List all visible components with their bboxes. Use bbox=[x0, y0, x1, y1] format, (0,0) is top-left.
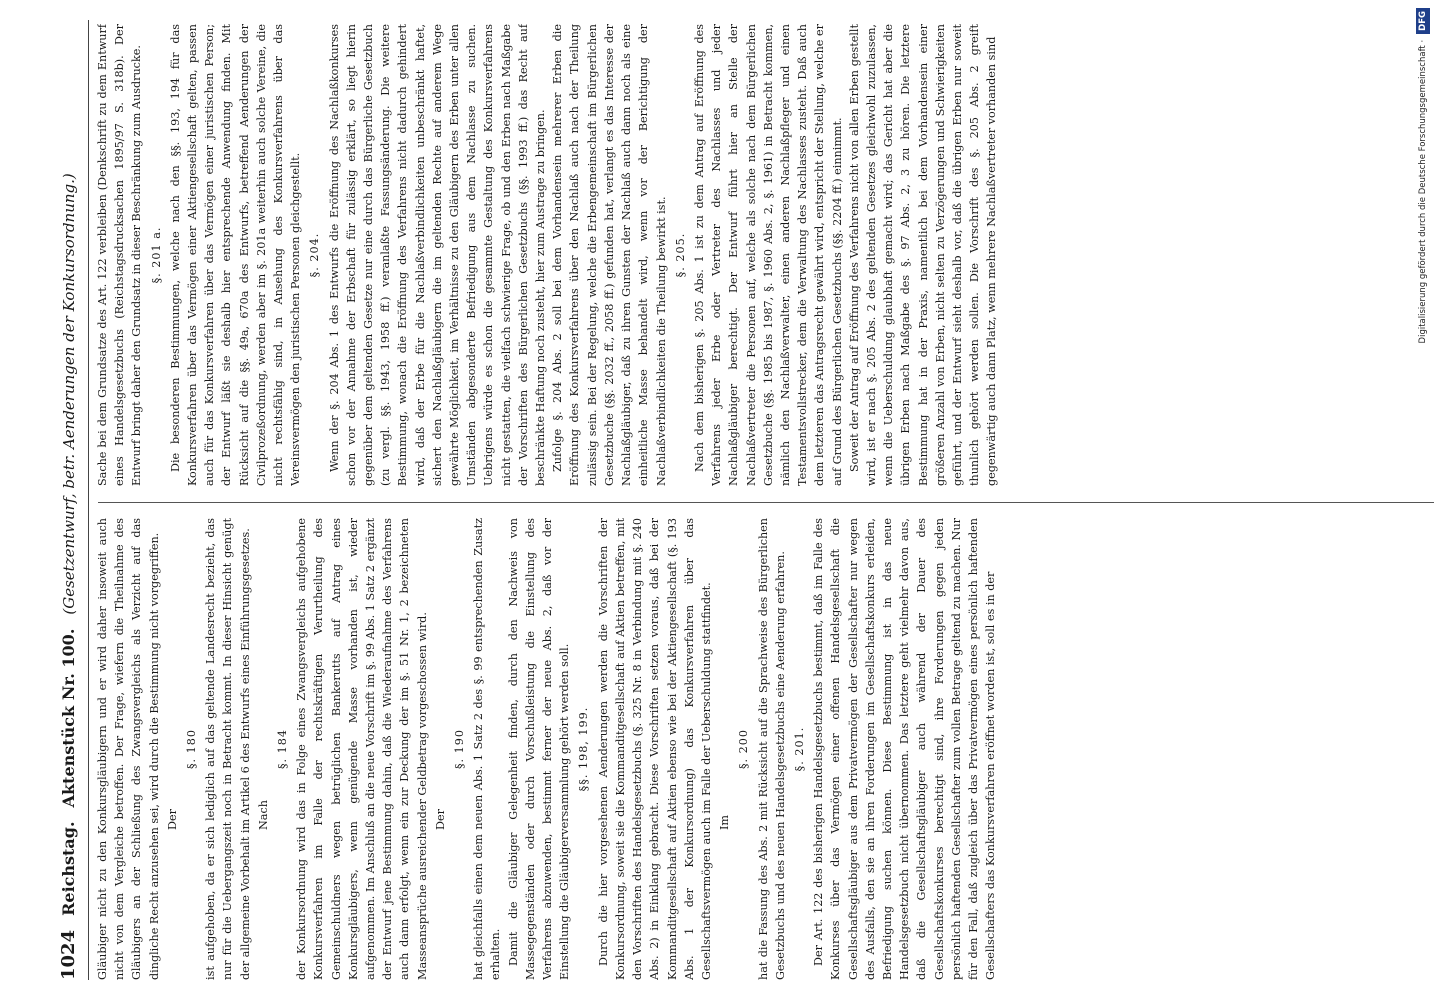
section-heading: §. 184 bbox=[276, 728, 290, 770]
section-heading: §. 204. bbox=[308, 232, 322, 278]
section-heading: §. 205. bbox=[673, 232, 687, 278]
section-heading: §. 201 a. bbox=[149, 226, 163, 284]
dfg-logo: DFG bbox=[1416, 8, 1430, 34]
page-header bbox=[58, 20, 89, 980]
header-left-title: Reichstag. bbox=[59, 821, 78, 916]
digitization-sidenote bbox=[1416, 8, 1430, 988]
paragraph: Der Art. 122 des bisherigen Handelsgesetzbuchs bestimmt, daß im Falle des Konkurses über das Vermögen einer offenen Handelsgesellschaft die Gesellschaftsgläubiger aus dem Privatvermögen der Gesellschafter nur wegen des Ausfalls, den sie an ihren Forderungen im Gesellschaftskonkurs erleiden, Befriedigung suchen können. Diese Bestimmung ist in das neue Handelsgesetzbuch nicht übernommen. Das letztere geht vielmehr davon aus, daß die Gesellschaftsgläubiger auch während der Dauer des Gesellschaftskonkurses berechtigt sind, ihre Forderungen gegen jeden persönlich haftenden Gesellschafter zum vollen Betrage geltend zu machen. Nur für den Fall, daß zugleich über das Privatvermögen eines persönlich haftenden Gesellschafters das Konkursverfahren eröffnet worden ist, soll es in der bbox=[812, 518, 998, 980]
header-center-title: Aktenstück Nr. 100. bbox=[59, 628, 78, 808]
paragraph: Sache bei dem Grundsatze des Art. 122 verbleiben (Denkschrift zu dem Entwurf eines Handelsgesetzbuchs (Reichstagsdrucksachen 1895/97 S. 318b). Der Entwurf bringt daher den Grundsatz in dieser Beschränkung zum Ausdrucke. bbox=[96, 24, 144, 486]
page-number: 1024 bbox=[58, 929, 79, 980]
document-page bbox=[58, 20, 1434, 980]
left-column bbox=[94, 518, 1434, 980]
section-heading: §. 200 bbox=[737, 728, 751, 770]
lead-word: Nach bbox=[256, 800, 270, 830]
section-heading: §. 190 bbox=[453, 728, 467, 770]
paragraph: hat die Fassung des Abs. 2 mit Rücksicht auf die Sprachweise des Bürgerlichen Gesetzbuchs und des neuen Handelsgesetzbuchs eine Aenderung erfahren. bbox=[756, 518, 787, 980]
lead-word: Der bbox=[433, 809, 447, 830]
lead-word: Der bbox=[165, 809, 179, 830]
paragraph: ist aufgehoben, da er sich lediglich auf das geltende Landesrecht bezieht, das nur für die Uebergangszeit noch in Betracht kommt. In dieser Hinsicht genügt der allgemeine Vorbehalt im Artikel 6 des Entwurfs eines Einführungsgesetzes. bbox=[204, 518, 252, 980]
right-column bbox=[94, 24, 1434, 486]
section-heading: §§. 198, 199. bbox=[577, 706, 591, 792]
paragraph: Zufolge §. 204 Abs. 2 soll bei dem Vorhandensein mehrerer Erben die Eröffnung des Konkursverfahrens über den Nachlaß auch nach der Theilung zulässig sein. Bei der Regelung, welche die Erbengemeinschaft im Bürgerlichen Gesetzbuche (§§. 2032 ff., 2058 ff.) gefunden hat, verlangt es das Interesse der Nachlaßgläubiger, daß zu ihren Gunsten der Nachlaß auch dann noch als eine einheitliche Masse behandelt wird, wenn vor der Berichtigung der Nachlaßverbindlichkeiten die Theilung bewirkt ist. bbox=[551, 24, 668, 486]
paragraph: Soweit der Antrag auf Eröffnung des Verfahrens nicht von allen Erben gestellt wird, ist er nach §. 205 Abs. 2 des geltenden Gesetzes gleichwohl zuzulassen, wenn die Ueberschuldung glaubhaft gemacht wird; das Gericht hat aber die übrigen Erben nach Maßgabe des §. 97 Abs. 2, 3 zu hören. Die letztere Bestimmung hat in der Praxis, namentlich bei dem Vorhandensein einer größeren Anzahl von Erben, nicht selten zu Verzögerungen und Schwierigkeiten geführt, und der Entwurf sieht deshalb vor, daß die übrigen Erben nur soweit thunlich gehört werden sollen. Die Vorschrift des §. 205 Abs. 2 greift gegenwärtig auch dann Platz, wenn mehrere Nachlaßvertreter vorhanden sind bbox=[847, 24, 999, 486]
paragraph: Gläubiger nicht zu den Konkursgläubigern und er wird daher insoweit auch nicht von dem Vergleiche betroffen. Der Frage, wiefern die Theilnahme des Gläubigers an der Schließung des Zwangsvergleichs als Verzicht auf das dingliche Recht anzusehen sei, wird durch die Bestimmung nicht vorgegriffen. bbox=[96, 518, 161, 980]
paragraph: Die besonderen Bestimmungen, welche nach den §§. 193, 194 für das Konkursverfahren über das Vermögen einer Aktiengesellschaft gelten, passen auch für das Konkursverfahren über das Vermögen einer juristischen Person; der Entwurf läßt sie deshalb hier entsprechende Anwendung finden. Mit Rücksicht auf die §§. 49a, 670a des Entwurfs, betreffend Aenderungen der Civilprozeßordnung, werden aber im §. 201a weiterhin auch solche Vereine, die nicht rechtsfähig sind, in Ansehung des Konkursverfahrens über das Vereinsvermögen den juristischen Personen gleichgestellt. bbox=[168, 24, 303, 486]
header-right-title: (Gesetzentwurf, betr. Aenderungen der Konkursordnung.) bbox=[60, 173, 78, 615]
paragraph: Wenn der §. 204 Abs. 1 des Entwurfs die Eröffnung des Nachlaßkonkurses schon vor der Annahme der Erbschaft für zulässig erklärt, so liegt hierin gegenüber dem geltenden Gesetze nur eine durch das Bürgerliche Gesetzbuch (zu vergl. §§. 1943, 1958 ff.) veranlaßte Fassungsänderung. Die weitere Bestimmung, wonach die Eröffnung des Verfahrens nicht dadurch gehindert wird, daß der Erbe für die Nachlaßverbindlichkeiten unbeschränkt haftet, sichert den Nachlaßgläubigern die im geltenden Rechte auf anderem Wege gewährte Möglichkeit, im Verhältnisse zu den Gläubigern des Erben unter allen Umständen abgesonderte Befriedigung aus dem Nachlasse zu suchen. Uebrigens würde es schon die gesammte Gestaltung des Konkursverfahrens nicht gestatten, die vielfach schwierige Frage, ob und den Erben nach Maßgabe der Vorschriften des Bürgerlichen Gesetzbuchs (§§. 1993 ff.) das Recht auf beschränkte Haftung noch zusteht, hier zum Austrage zu bringen. bbox=[327, 24, 548, 486]
sidenote-text: Digitalisierung gefördert durch die Deutsche Forschungsgemeinschaft · bbox=[1418, 39, 1428, 344]
paragraph: hat gleichfalls einen dem neuen Abs. 1 Satz 2 des §. 99 entsprechenden Zusatz erhalten. bbox=[472, 518, 503, 980]
paragraph: der Konkursordnung wird das in Folge eines Zwangsvergleichs aufgehobene Konkursverfahren im Falle der rechtskräftigen Verurtheilung des Gemeinschuldners wegen betrüglichen Bankerutts auf Antrag eines Konkursgläubigers, wenn genügende Masse vorhanden ist, wieder aufgenommen. Im Anschluß an die neue Vorschrift im §. 99 Abs. 1 Satz 2 ergänzt der Entwurf jene Bestimmung dahin, daß die Wiederaufnahme des Verfahrens auch dann erfolgt, wenn ein zur Deckung der im §. 51 Nr. 1, 2 bezeichneten Masseansprüche ausreichender Geldbetrag vorgeschossen wird. bbox=[295, 518, 429, 980]
section-heading: §. 201. bbox=[792, 726, 806, 772]
paragraph: Nach dem bisherigen §. 205 Abs. 1 ist zu dem Antrag auf Eröffnung des Verfahrens jeder Erbe oder Vertreter des Nachlasses und jeder Nachlaßgläubiger berechtigt. Der Entwurf führt hier an Stelle der Nachlaßvertreter die Personen auf, welche als solche nach dem Bürgerlichen Gesetzbuche (§§. 1985 bis 1987, §. 1960 Abs. 2, §. 1961) in Betracht kommen, nämlich den Nachlaßverwalter, einen anderen Nachlaßpfleger und einen Testamentsvollstrecker, dem die Verwaltung des Nachlasses zusteht. Daß auch dem letzteren das Antragsrecht gewährt wird, entspricht der Stellung, welche er auf Grund des Bürgerlichen Gesetzbuchs (§§. 2204 ff.) einnimmt. bbox=[692, 24, 844, 486]
paragraph: Damit die Gläubiger Gelegenheit finden, durch den Nachweis von Massegegenständen oder durch Vorschußleistung die Einstellung des Verfahrens abzuwenden, bestimmt ferner der neue Abs. 2, daß vor der Einstellung die Gläubigerversammlung gehört werden soll. bbox=[506, 518, 572, 980]
lead-word: Im bbox=[718, 814, 732, 830]
paragraph: Durch die hier vorgesehenen Aenderungen werden die Vorschriften der Konkursordnung, soweit sie die Kommanditgesellschaft auf Aktien betreffen, mit den Vorschriften des Handelsgesetzbuchs (§. 325 Nr. 8 in Verbindung mit §. 240 Abs. 2) in Einklang gebracht. Diese Vorschriften setzen voraus, daß bei der Kommanditgesellschaft auf Aktien ebenso wie bei der Aktiengesellschaft (§. 193 Abs. 1 der Konkursordnung) das Konkursverfahren über das Gesellschaftsvermögen auch im Falle der Ueberschuldung stattfindet. bbox=[596, 518, 713, 980]
column-divider bbox=[98, 502, 1434, 503]
section-heading: §. 180 bbox=[185, 728, 199, 770]
